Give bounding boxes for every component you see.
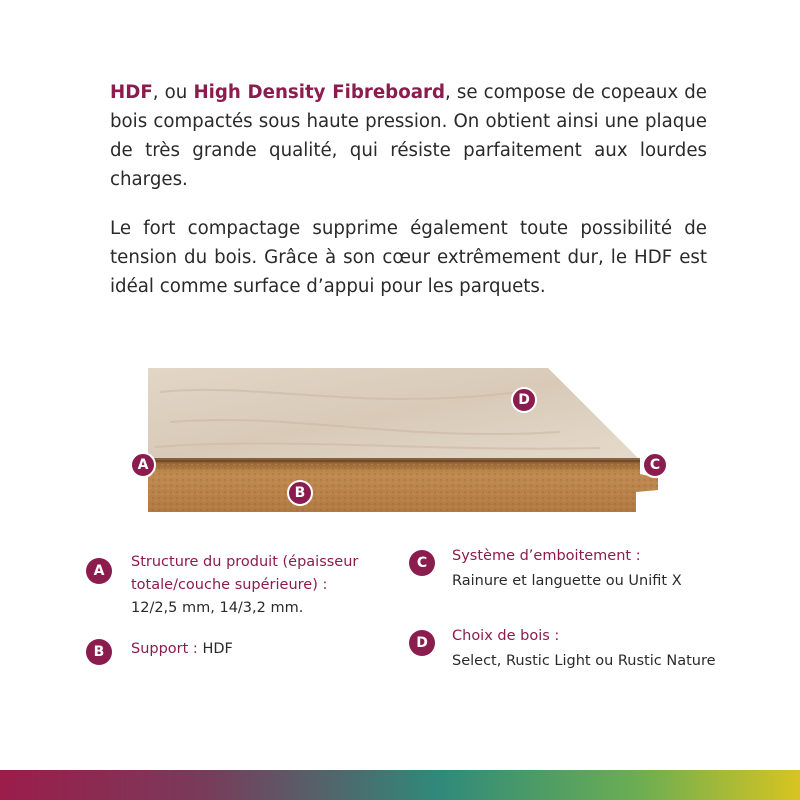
legend-b (131, 638, 381, 661)
legend-c-value: Rainure et languette ou Unifit X (452, 573, 682, 589)
hdf-highlight: HDF (110, 82, 153, 103)
intro-paragraph-2: Le fort compactage supprime également toute possibilité de tension du bois. Grâce à son cœur extrêmement dur, le HDF est idéal comme surface d’appui pour les parquets. (110, 218, 707, 297)
legend-badge-b: B (86, 639, 112, 665)
badge-b: B (287, 480, 313, 506)
plank-illustration (140, 352, 680, 522)
legend-a-value: 12/2,5 mm, 14/3,2 mm. (131, 600, 304, 616)
legend-d-value: Select, Rustic Light ou Rustic Nature (452, 653, 716, 669)
legend-badge-c: C (409, 550, 435, 576)
badge-d: D (511, 387, 537, 413)
hdf-fullname-highlight: High Density Fibreboard (193, 82, 445, 103)
legend-badge-d: D (409, 630, 435, 656)
legend-a-title-line1: Structure du produit (épaisseur (131, 554, 359, 570)
legend-a-title-line2: totale/couche supérieure) : (131, 577, 328, 593)
bottom-gradient-bar (0, 770, 800, 800)
badge-c: C (642, 452, 668, 478)
intro-text (110, 78, 707, 321)
plank-cross-section-figure (137, 352, 680, 522)
badge-a: A (130, 452, 156, 478)
legend-d-title: Choix de bois : (452, 628, 560, 644)
legend-b-title: Support : (131, 641, 203, 657)
legend-c (452, 545, 772, 593)
legend-b-value: HDF (202, 641, 233, 657)
legend-d (452, 625, 772, 673)
legend-c-title: Système d’emboitement : (452, 548, 641, 564)
legend-a (131, 551, 381, 620)
legend-badge-a: A (86, 558, 112, 584)
intro-paragraph-1: HDF, ou High Density Fibreboard, se compose de copeaux de bois compactés sous haute pression. On obtient ainsi une plaque de très grande qualité, qui résiste parfaitement aux lourdes charges. (110, 82, 707, 190)
